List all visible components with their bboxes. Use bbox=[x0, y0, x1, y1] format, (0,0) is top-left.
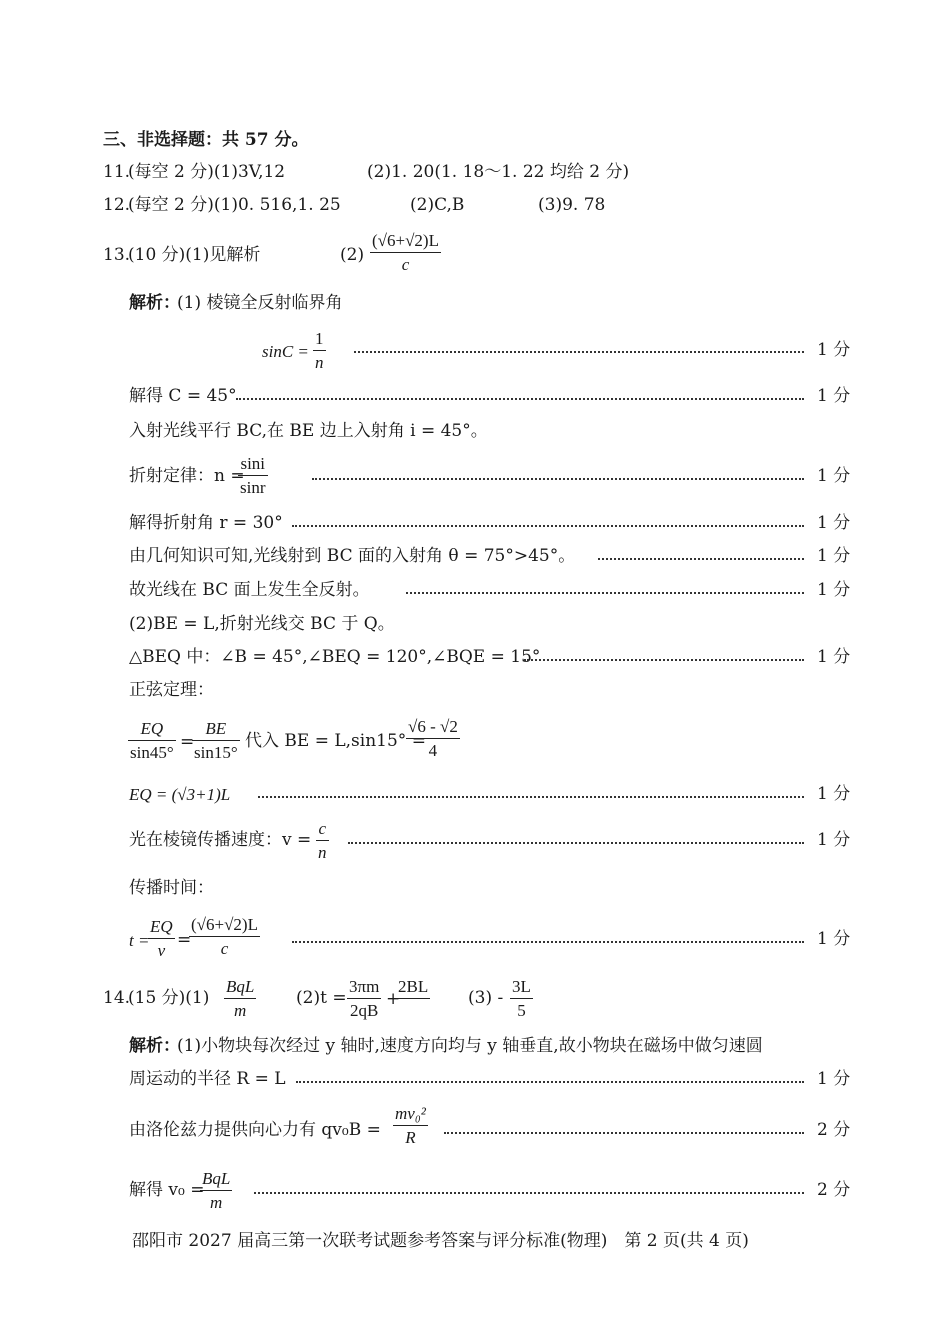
q12-text: (每空 2 分)(1)0. 516,1. 25 bbox=[128, 195, 341, 215]
v0-fraction: BqL m bbox=[202, 1169, 231, 1212]
sinC-label: sinC = bbox=[262, 342, 309, 361]
lorentz-fraction: mv₀² R bbox=[395, 1104, 426, 1147]
score: 1 分 bbox=[817, 466, 851, 486]
q14-analysis-line2: 周运动的半径 R = L bbox=[129, 1069, 286, 1089]
q13-answer2-fraction: (√6+√2)L c bbox=[372, 231, 439, 274]
q14-number: 14. bbox=[103, 988, 131, 1008]
score: 1 分 bbox=[817, 513, 851, 533]
refraction-law-label: 折射定律：n = bbox=[129, 466, 245, 486]
q13-analysis-text: (1) 棱镜全反射临界角 bbox=[177, 293, 343, 313]
EQ-result: EQ = (√3+1)L bbox=[129, 785, 231, 804]
q13-analysis-label: 解析： bbox=[129, 293, 180, 313]
q14-answer2-fraction-2: 2BL bbox=[396, 978, 430, 1002]
equals-sign: = bbox=[177, 930, 192, 950]
score: 2 分 bbox=[817, 1120, 851, 1140]
sine-law-label: 正弦定理： bbox=[129, 680, 214, 700]
triangle-text: △BEQ 中：∠B = 45°,∠BEQ = 120°,∠BQE = 15° bbox=[129, 647, 541, 667]
sine-law-equation bbox=[0, 717, 950, 762]
q13-part2-label: (2) bbox=[340, 245, 365, 265]
q14-answer1-fraction: BqL m bbox=[226, 977, 255, 1020]
score: 1 分 bbox=[817, 647, 851, 667]
q14-answer2-fraction-1: 3πm 2qB bbox=[349, 977, 380, 1020]
time-equation bbox=[0, 915, 950, 960]
q14-part2-label: (2)t = bbox=[296, 988, 347, 1008]
solve-v0: 解得 v₀ = bbox=[129, 1180, 205, 1200]
score: 1 分 bbox=[817, 929, 851, 949]
score: 1 分 bbox=[817, 546, 851, 566]
q14-row bbox=[0, 977, 950, 1020]
q11-row bbox=[0, 162, 950, 182]
q12-number: 12. bbox=[103, 195, 131, 215]
score: 1 分 bbox=[817, 1069, 851, 1089]
sinC-fraction: 1 n bbox=[315, 329, 324, 372]
q12-part2: (2)C,B bbox=[410, 195, 465, 215]
q13-number: 13. bbox=[103, 245, 131, 265]
t-lhs: t = bbox=[129, 931, 150, 950]
total-reflection-text: 故光线在 BC 面上发生全反射。 bbox=[129, 580, 370, 600]
geometry-text: 由几何知识可知,光线射到 BC 面的入射角 θ = 75°>45°。 bbox=[129, 546, 576, 566]
plus-sign: + bbox=[386, 989, 401, 1009]
sine-law-fraction-2: BE sin15° bbox=[194, 719, 238, 762]
q11-part2: (2)1. 20(1. 18～1. 22 均给 2 分) bbox=[367, 162, 630, 182]
q14-part3-label: (3) - bbox=[468, 988, 504, 1008]
sine-law-fraction-1: EQ sin45° bbox=[130, 719, 174, 762]
page-footer: 邵阳市 2027 届高三第一次联考试题参考答案与评分标准(物理) 第 2 页(共 4 页) bbox=[132, 1231, 749, 1251]
t-fraction-1: EQ v bbox=[150, 917, 173, 960]
refraction-fraction: sini sinr bbox=[240, 454, 266, 497]
score: 1 分 bbox=[817, 340, 851, 360]
q13-row bbox=[0, 231, 950, 274]
equals-sign: = bbox=[180, 732, 195, 752]
q11-number: 11. bbox=[103, 162, 131, 182]
substitution-text: 代入 BE = L,sin15° = bbox=[245, 731, 426, 751]
q13-text: (10 分)(1)见解析 bbox=[128, 245, 261, 265]
solve-r: 解得折射角 r = 30° bbox=[129, 513, 283, 533]
q12-row bbox=[0, 195, 950, 215]
q12-part3: (3)9. 78 bbox=[538, 195, 606, 215]
q14-analysis-label: 解析： bbox=[129, 1036, 180, 1056]
sin15-fraction: √6 - √2 4 bbox=[408, 717, 458, 760]
t-fraction-2: (√6+√2)L c bbox=[191, 915, 258, 958]
score: 1 分 bbox=[817, 830, 851, 850]
q11-text: (每空 2 分)(1)3V,12 bbox=[128, 162, 286, 182]
score: 1 分 bbox=[817, 386, 851, 406]
q14-analysis-line1: (1)小物块每次经过 y 轴时,速度方向均与 y 轴垂直,故小物块在磁场中做匀速圆 bbox=[177, 1036, 763, 1056]
score: 1 分 bbox=[817, 784, 851, 804]
solve-C: 解得 C = 45° bbox=[129, 386, 237, 406]
time-label: 传播时间： bbox=[129, 878, 214, 898]
score: 2 分 bbox=[817, 1180, 851, 1200]
speed-fraction: c n bbox=[318, 819, 327, 862]
lorentz-label: 由洛伦兹力提供向心力有 qv₀B = bbox=[129, 1120, 381, 1140]
section-title: 三、非选择题：共 57 分。 bbox=[103, 130, 309, 150]
speed-label: 光在棱镜传播速度：v = bbox=[129, 830, 312, 850]
score: 1 分 bbox=[817, 580, 851, 600]
q14-answer3-fraction: 3L 5 bbox=[512, 977, 531, 1020]
incident-angle-text: 入射光线平行 BC,在 BE 边上入射角 i = 45°。 bbox=[129, 421, 488, 441]
part2-intro: (2)BE = L,折射光线交 BC 于 Q。 bbox=[129, 614, 395, 634]
q14-text: (15 分)(1) bbox=[128, 988, 210, 1008]
